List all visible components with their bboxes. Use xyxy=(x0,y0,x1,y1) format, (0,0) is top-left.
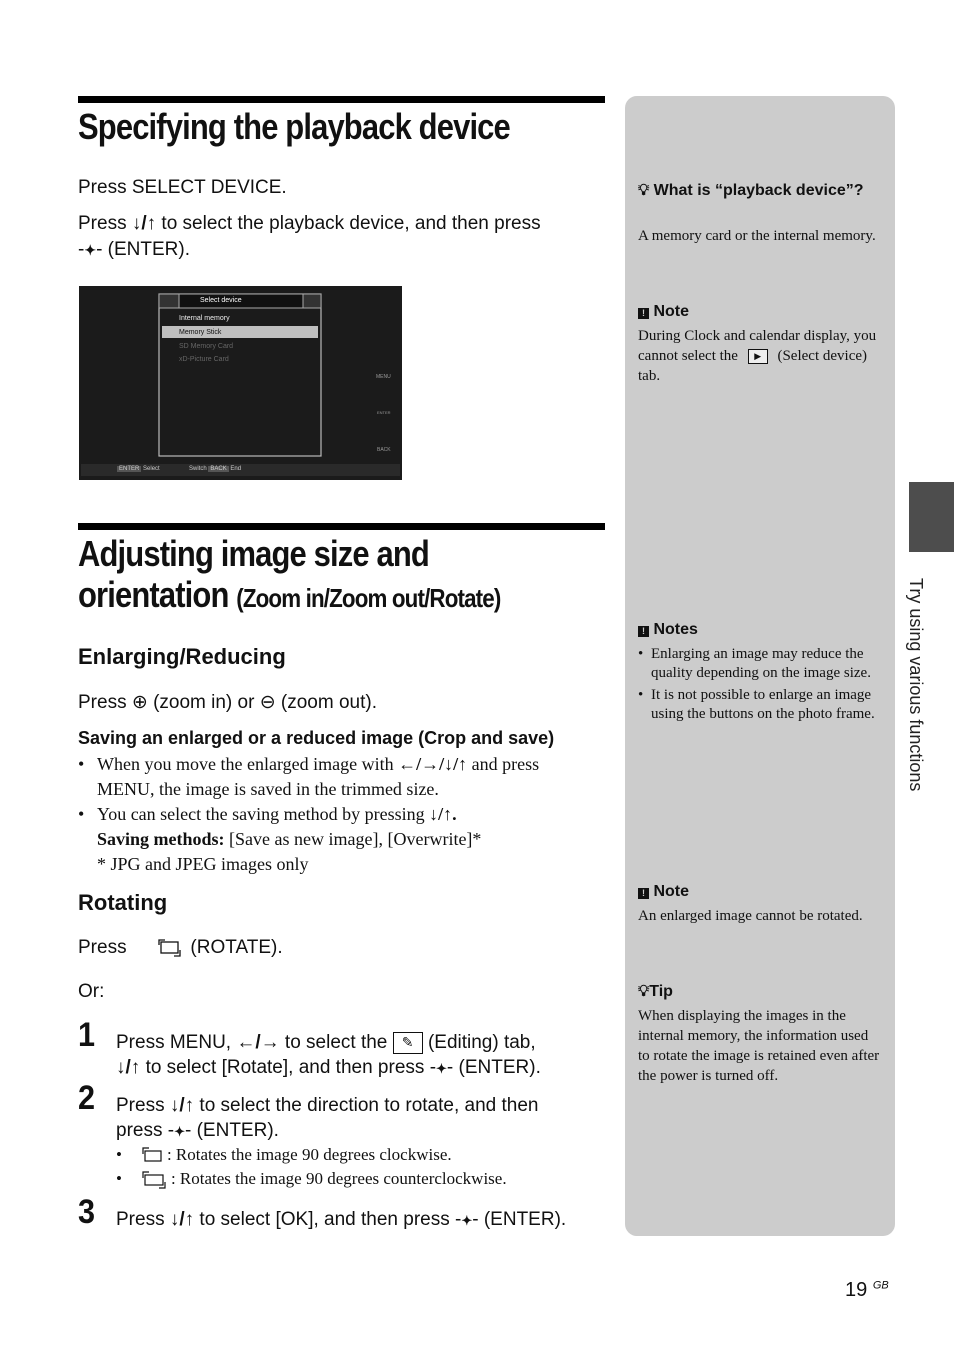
screen-footer: ENTER Select Switch BACK End xyxy=(119,466,242,472)
sub-bullet: • : Rotates the image 90 degrees counterclockwise. xyxy=(116,1169,507,1188)
sidebar-text: A memory card or the internal memory. xyxy=(638,228,876,244)
rotate-clockwise-icon xyxy=(139,1145,167,1164)
subheading: Rotating xyxy=(78,890,168,915)
subheading: Enlarging/Reducing xyxy=(78,644,286,669)
enter-icon: -✦- xyxy=(429,1057,454,1078)
sidebar-notes-list xyxy=(638,645,882,724)
arrows-icon: ←/→/↓/↑ xyxy=(398,754,468,774)
section-title: Adjusting image size and xyxy=(78,533,429,574)
screen-item: xD-Picture Card xyxy=(179,356,229,363)
instruction-line: Press ⊕ (zoom in) or ⊖ (zoom out). xyxy=(78,692,377,713)
note-icon: ! xyxy=(638,888,649,899)
step-text: Press ↓/↑ to select the direction to rotate, and then press -✦- (ENTER). xyxy=(116,1095,539,1141)
step-number: 3 xyxy=(78,1193,96,1231)
screen-back-label: BACK xyxy=(377,447,391,453)
section-title-line2: orientation (Zoom in/Zoom out/Rotate) xyxy=(78,574,501,615)
screen-tab-title: Select device xyxy=(200,297,242,304)
section-rule xyxy=(78,523,605,530)
sub-bullet: • : Rotates the image 90 degrees clockwise. xyxy=(116,1145,452,1164)
screen-item: SD Memory Card xyxy=(179,343,234,350)
section-rule xyxy=(78,96,605,103)
chapter-tab xyxy=(909,482,954,552)
up-down-arrows-icon: ↓/↑ xyxy=(169,1095,195,1116)
step-text: Press ↓/↑ to select [OK], and then press -✦- (ENTER). xyxy=(116,1209,567,1230)
up-down-arrows-icon: ↓/↑ xyxy=(116,1057,141,1078)
up-down-arrows-icon: ↓/↑ xyxy=(131,213,157,234)
screen-enter-label: ENTER xyxy=(377,410,391,415)
zoom-out-icon: ⊖ xyxy=(259,692,276,713)
sidebar-heading: ! Note xyxy=(638,301,689,323)
or-label: Or: xyxy=(78,981,105,1002)
crop-heading: Saving an enlarged or a reduced image (Crop and save) xyxy=(78,728,555,748)
device-screen-image xyxy=(79,286,402,480)
page-number: 19 $^{GB}$ xyxy=(845,1279,889,1301)
bullet-item: • When you move the enlarged image with ←/→/↓/↑ and press MENU, the image is saved in the trimmed size. xyxy=(78,754,540,799)
hint-bulb-icon: 💡︎ xyxy=(638,182,650,199)
note-icon: ! xyxy=(638,626,649,637)
section-title: Specifying the playback device xyxy=(78,106,510,147)
sidebar-text: When displaying the images in the internal memory, the information used to rotate the image is retained even after the power is turned off. xyxy=(638,1008,880,1084)
enter-icon: -✦- xyxy=(78,239,103,260)
screen-menu-label: MENU xyxy=(376,374,391,380)
screen-item-selected: Memory Stick xyxy=(179,329,222,336)
sidebar-heading: ! Notes xyxy=(638,619,698,641)
list-item: • It is not possible to enlarge an image using the buttons on the photo frame. xyxy=(638,687,875,722)
step-number: 1 xyxy=(78,1016,96,1054)
instruction-line: Press (ROTATE). xyxy=(78,937,283,959)
instruction-line: Press ↓/↑ to select the playback device, and then press -✦- (ENTER). xyxy=(78,213,541,260)
zoom-in-icon: ⊕ xyxy=(131,692,148,713)
step-text: Press MENU, ←/→ to select the ✎ (Editing) tab, ↓/↑ to select [Rotate], and then press -✦- (ENTER). xyxy=(116,1032,541,1078)
note-icon: ! xyxy=(638,308,649,319)
up-down-arrows-icon: ↓/↑ xyxy=(169,1209,195,1230)
bullet-item: • You can select the saving method by pressing ↓/↑. Saving methods: [Save as new image], [Overwrite]* * JPG and JPEG images only xyxy=(78,804,482,874)
screen-item: Internal memory xyxy=(179,315,230,322)
select-device-tab-icon: ▶ xyxy=(748,349,768,364)
left-right-arrows-icon: ←/→ xyxy=(236,1032,280,1053)
step-number: 2 xyxy=(78,1079,96,1117)
sidebar-heading: 💡︎ What is “playback device”? xyxy=(638,182,864,199)
enter-icon: -✦- xyxy=(455,1209,479,1230)
up-down-arrows-icon: ↓/↑. xyxy=(429,804,457,824)
sidebar-text: During Clock and calendar display, you cannot select the ▶ (Select device) tab. xyxy=(638,328,877,384)
list-item: • Enlarging an image may reduce the quality depending on the image size. xyxy=(638,646,871,681)
rotate-counterclockwise-icon xyxy=(139,1169,171,1188)
sidebar-text: An enlarged image cannot be rotated. xyxy=(638,908,863,924)
instruction-line: Press SELECT DEVICE. xyxy=(78,177,287,198)
hint-bulb-icon: 💡︎ xyxy=(638,983,650,1000)
sidebar-heading: 💡︎Tip xyxy=(638,983,673,1000)
enter-icon: -✦- xyxy=(167,1120,192,1141)
chapter-tab-label: Try using various functions xyxy=(906,578,926,792)
sidebar-heading: ! Note xyxy=(638,881,689,903)
rotate-icon xyxy=(155,937,190,958)
editing-tab-icon: ✎ xyxy=(393,1032,423,1054)
